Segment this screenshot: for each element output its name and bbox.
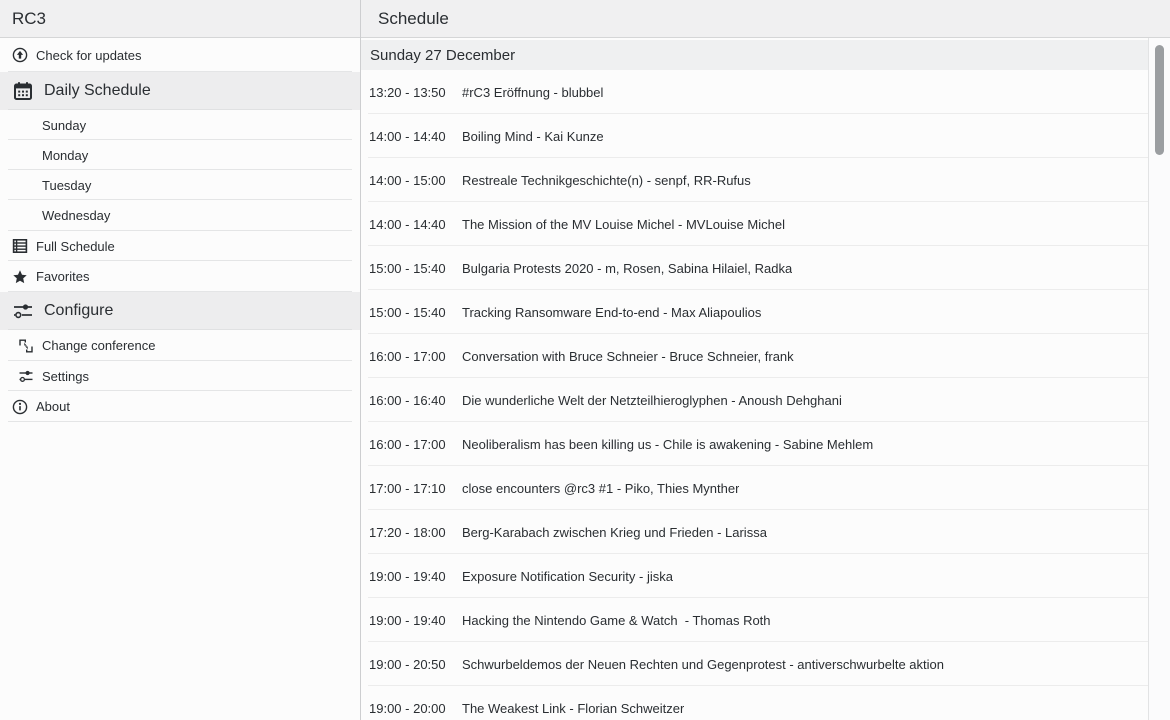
sidebar-item-about[interactable]: [0, 391, 360, 422]
event-list: [361, 38, 1148, 720]
sidebar-item-label: About: [36, 399, 70, 414]
event-title: Boiling Mind - Kai Kunze: [462, 128, 604, 144]
event-title: Tracking Ransomware End-to-end - Max Aliapoulios: [462, 304, 762, 320]
sidebar-item-full-schedule[interactable]: [0, 231, 360, 261]
day-section-header: [361, 40, 1148, 70]
day-section-label: Sunday 27 December: [370, 46, 516, 64]
event-title: Die wunderliche Welt der Netzteilhieroglyphen - Anoush Dehghani: [462, 392, 842, 408]
sidebar-item-label: Wednesday: [42, 208, 111, 223]
app-title: RC3: [12, 8, 47, 28]
event-title: close encounters @rc3 #1 - Piko, Thies Mynther: [462, 480, 740, 496]
sidebar-item-favorites[interactable]: [0, 261, 360, 292]
sidebar-item-label: Settings: [42, 368, 89, 384]
schedule-list-icon: [12, 238, 28, 254]
event-time: 15:00 - 15:40: [369, 304, 446, 320]
event-row[interactable]: [361, 290, 1148, 334]
scrollbar-thumb[interactable]: [1155, 45, 1164, 155]
vertical-scrollbar[interactable]: [1148, 38, 1170, 720]
event-title: Schwurbeldemos der Neuen Rechten und Gegenprotest - antiverschwurbelte aktion: [462, 656, 944, 672]
sidebar-item-label: Change conference: [42, 338, 156, 353]
event-row[interactable]: [361, 466, 1148, 510]
event-time: 14:00 - 15:00: [369, 172, 446, 188]
sidebar-item-sunday[interactable]: [0, 110, 360, 140]
event-title: Hacking the Nintendo Game & Watch - Thomas Roth: [462, 612, 771, 628]
sidebar-item-change-conference[interactable]: [0, 330, 360, 361]
event-row[interactable]: [361, 598, 1148, 642]
event-row[interactable]: [361, 70, 1148, 114]
event-row[interactable]: [361, 554, 1148, 598]
star-icon: [12, 269, 28, 285]
page-title: Schedule: [378, 8, 449, 28]
sidebar-section-configure[interactable]: [0, 292, 360, 330]
event-time: 19:00 - 19:40: [369, 568, 446, 584]
event-title: #rC3 Eröffnung - blubbel: [462, 84, 604, 100]
event-title: Conversation with Bruce Schneier - Bruce Schneier, frank: [462, 348, 794, 364]
event-row[interactable]: [361, 642, 1148, 686]
main-panel: [361, 0, 1170, 720]
main-header: [361, 0, 1170, 38]
event-time: 19:00 - 20:50: [369, 656, 446, 672]
event-row[interactable]: [361, 202, 1148, 246]
event-title: Berg-Karabach zwischen Krieg und Frieden - Larissa: [462, 524, 767, 540]
event-time: 14:00 - 14:40: [369, 216, 446, 232]
sidebar-item-label: Sunday: [42, 117, 87, 133]
event-time: 13:20 - 13:50: [369, 84, 446, 100]
sidebar-section-label: Daily Schedule: [44, 82, 151, 99]
event-time: 17:00 - 17:10: [369, 480, 446, 496]
sidebar-item-monday[interactable]: [0, 140, 360, 170]
event-title: Bulgaria Protests 2020 - m, Rosen, Sabina Hilaiel, Radka: [462, 260, 793, 276]
event-title: Neoliberalism has been killing us - Chile is awakening - Sabine Mehlem: [462, 436, 874, 452]
sidebar-item-label: Favorites: [36, 269, 90, 284]
event-time: 19:00 - 20:00: [369, 700, 446, 716]
event-time: 19:00 - 19:40: [369, 612, 446, 628]
sidebar-section-label: Configure: [44, 302, 114, 319]
event-row[interactable]: [361, 246, 1148, 290]
sidebar-empty-space: [0, 422, 360, 720]
sidebar-item-check-for-updates[interactable]: [0, 38, 360, 72]
sliders-icon: [18, 368, 34, 384]
sidebar-item-label: Check for updates: [36, 47, 142, 63]
event-time: 16:00 - 16:40: [369, 392, 446, 408]
event-row[interactable]: [361, 158, 1148, 202]
sidebar-item-wednesday[interactable]: [0, 200, 360, 231]
sidebar: [0, 0, 361, 720]
software-update-icon: [12, 47, 28, 63]
sidebar-item-settings[interactable]: [0, 361, 360, 391]
sidebar-item-label: Full Schedule: [36, 238, 115, 254]
event-time: 14:00 - 14:40: [369, 128, 446, 144]
sidebar-section-daily-schedule[interactable]: [0, 72, 360, 110]
event-title: Exposure Notification Security - jiska: [462, 568, 673, 584]
sidebar-item-label: Monday: [42, 147, 89, 163]
event-title: The Mission of the MV Louise Michel - MVLouise Michel: [462, 216, 785, 232]
info-icon: [12, 399, 28, 415]
sliders-icon: [12, 300, 34, 322]
event-time: 16:00 - 17:00: [369, 348, 446, 364]
sidebar-item-tuesday[interactable]: [0, 170, 360, 200]
event-time: 16:00 - 17:00: [369, 436, 446, 452]
event-title: The Weakest Link - Florian Schweitzer: [462, 700, 685, 716]
event-row[interactable]: [361, 510, 1148, 554]
event-row[interactable]: [361, 114, 1148, 158]
event-row[interactable]: [361, 378, 1148, 422]
event-row[interactable]: [361, 422, 1148, 466]
event-row[interactable]: [361, 686, 1148, 720]
sidebar-title: [0, 0, 360, 38]
event-row[interactable]: [361, 334, 1148, 378]
event-time: 15:00 - 15:40: [369, 260, 446, 276]
swap-icon: [18, 338, 34, 354]
sidebar-item-label: Tuesday: [42, 177, 92, 193]
calendar-icon: [12, 80, 34, 102]
event-time: 17:20 - 18:00: [369, 524, 446, 540]
event-title: Restreale Technikgeschichte(n) - senpf, RR-Rufus: [462, 172, 751, 188]
